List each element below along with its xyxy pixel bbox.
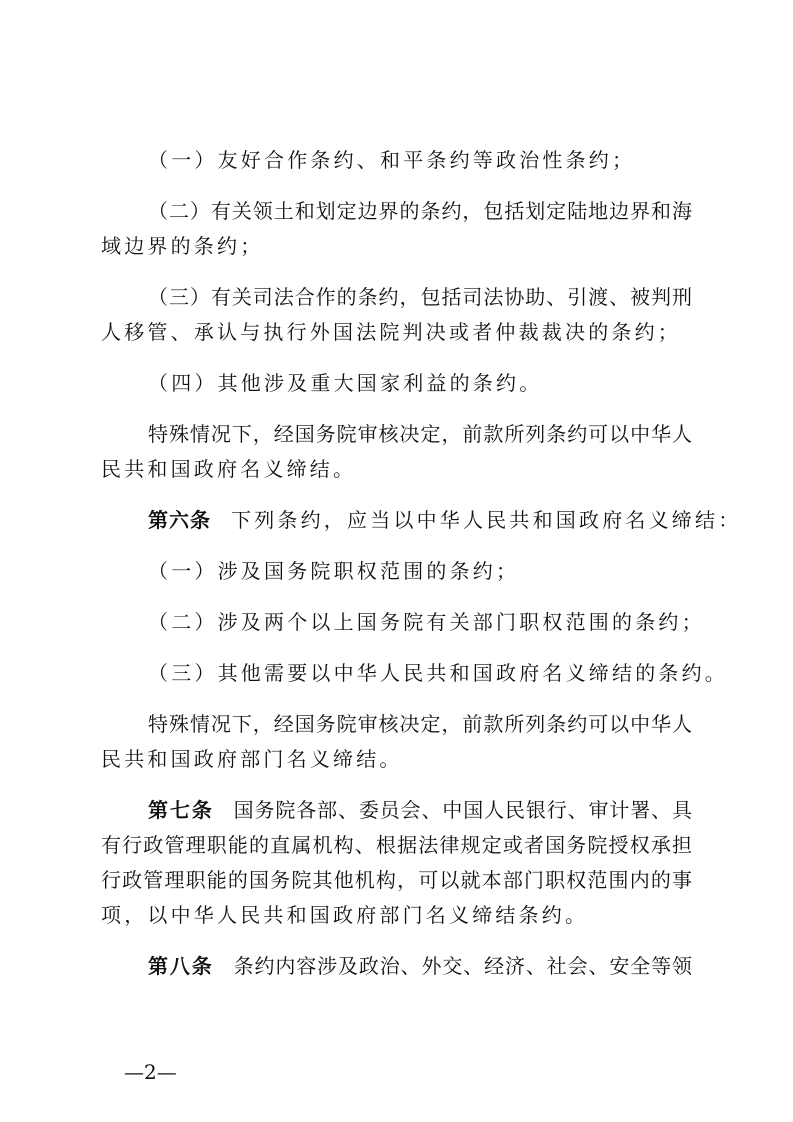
- paragraph-line: 民共和国政府名义缔结。: [101, 457, 357, 481]
- paragraph-line: 特殊情况下，经国务院审核决定，前款所列条约可以中华人: [148, 712, 692, 736]
- paragraph-line: （三）有关司法合作的条约，包括司法协助、引渡、被判刑: [148, 285, 692, 309]
- paragraph-line: 有行政管理职能的直属机构、根据法律规定或者国务院授权承担: [101, 833, 692, 857]
- paragraph-line: （二）有关领土和划定边界的条约，包括划定陆地边界和海: [148, 199, 692, 223]
- article-6-heading: 第六条: [148, 508, 211, 532]
- article-6-text: 下列条约，应当以中华人民共和国政府名义缔结：: [231, 508, 742, 532]
- article-7-heading: 第七条: [148, 798, 214, 822]
- article-7-line: [148, 796, 692, 824]
- paragraph-line: （一）涉及国务院职权范围的条约；: [148, 559, 520, 583]
- article-8-line: [148, 952, 692, 980]
- paragraph-line: 民共和国政府部门名义缔结。: [101, 747, 403, 771]
- paragraph-line: （三）其他需要以中华人民共和国政府名义缔结的条约。: [148, 661, 728, 685]
- article-7-text: 国务院各部、委员会、中国人民银行、审计署、具: [233, 798, 692, 822]
- paragraph-line: （一）友好合作条约、和平条约等政治性条约；: [148, 148, 636, 172]
- page-number: —2—: [124, 1060, 177, 1084]
- article-8-text: 条约内容涉及政治、外交、经济、社会、安全等领: [233, 954, 692, 978]
- paragraph-line: 项，以中华人民共和国政府部门名义缔结条约。: [101, 903, 589, 927]
- article-6-line: [148, 506, 742, 534]
- paragraph-line: （二）涉及两个以上国务院有关部门职权范围的条约；: [148, 610, 705, 634]
- paragraph-line: （四）其他涉及重大国家利益的条约。: [148, 371, 543, 395]
- paragraph-line: 特殊情况下，经国务院审核决定，前款所列条约可以中华人: [148, 422, 692, 446]
- paragraph-line: 人移管、承认与执行外国法院判决或者仲裁裁决的条约；: [101, 320, 681, 344]
- paragraph-line: 行政管理职能的国务院其他机构，可以就本部门职权范围内的事: [101, 868, 692, 892]
- paragraph-line: 域边界的条约；: [101, 234, 264, 258]
- article-8-heading: 第八条: [148, 954, 214, 978]
